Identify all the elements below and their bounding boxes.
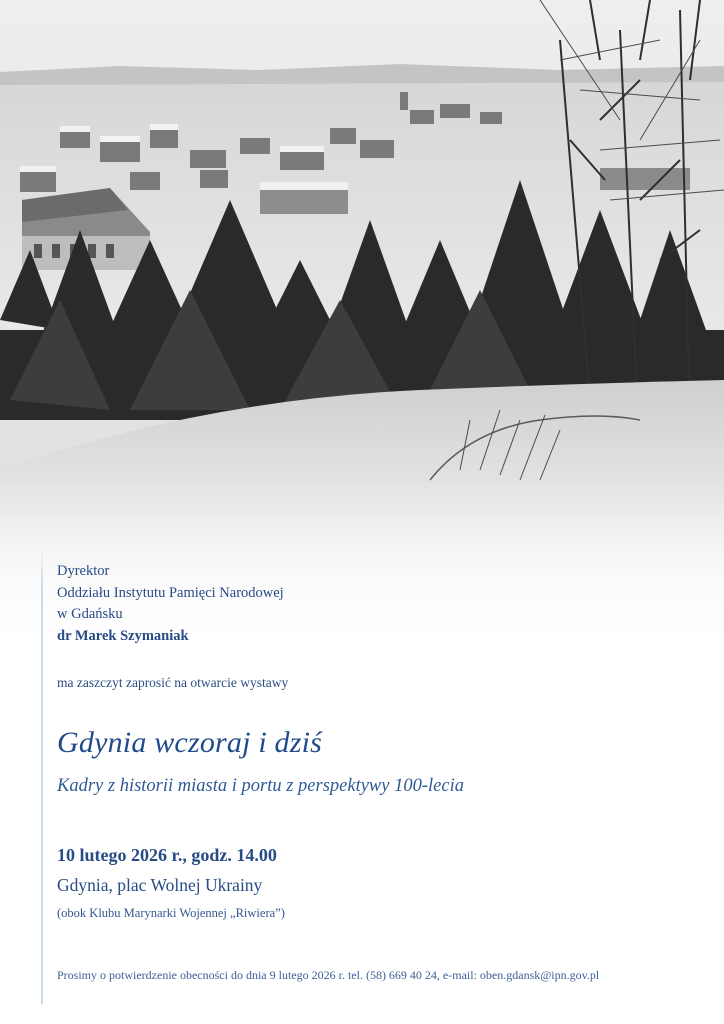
host-institution: Oddziału Instytutu Pamięci Narodowej (57, 584, 284, 601)
host-block (57, 561, 284, 647)
invitation-text: ma zaszczyt zaprosić na otwarcie wystawy (57, 675, 289, 690)
host-name: dr Marek Szymaniak (57, 627, 189, 644)
event-date-time: 10 lutego 2026 r., godz. 14.00 (57, 845, 277, 865)
rsvp-text: Prosimy o potwierdzenie obecności do dnia 9 lutego 2026 r. tel. (58) 669 40 24, e-mail: oben.gdansk@ipn.gov.pl (57, 968, 600, 982)
host-role: Dyrektor (57, 563, 110, 579)
host-location: w Gdańsku (57, 606, 123, 622)
event-place-note: (obok Klubu Marynarki Wojennej „Riwiera”) (57, 906, 285, 920)
exhibition-subtitle: Kadry z historii miasta i portu z perspektywy 100-lecia (57, 776, 464, 796)
exhibition-title: Gdynia wczoraj i dziś (57, 726, 323, 759)
event-place: Gdynia, plac Wolnej Ukrainy (57, 875, 263, 895)
accent-line (41, 548, 43, 1004)
